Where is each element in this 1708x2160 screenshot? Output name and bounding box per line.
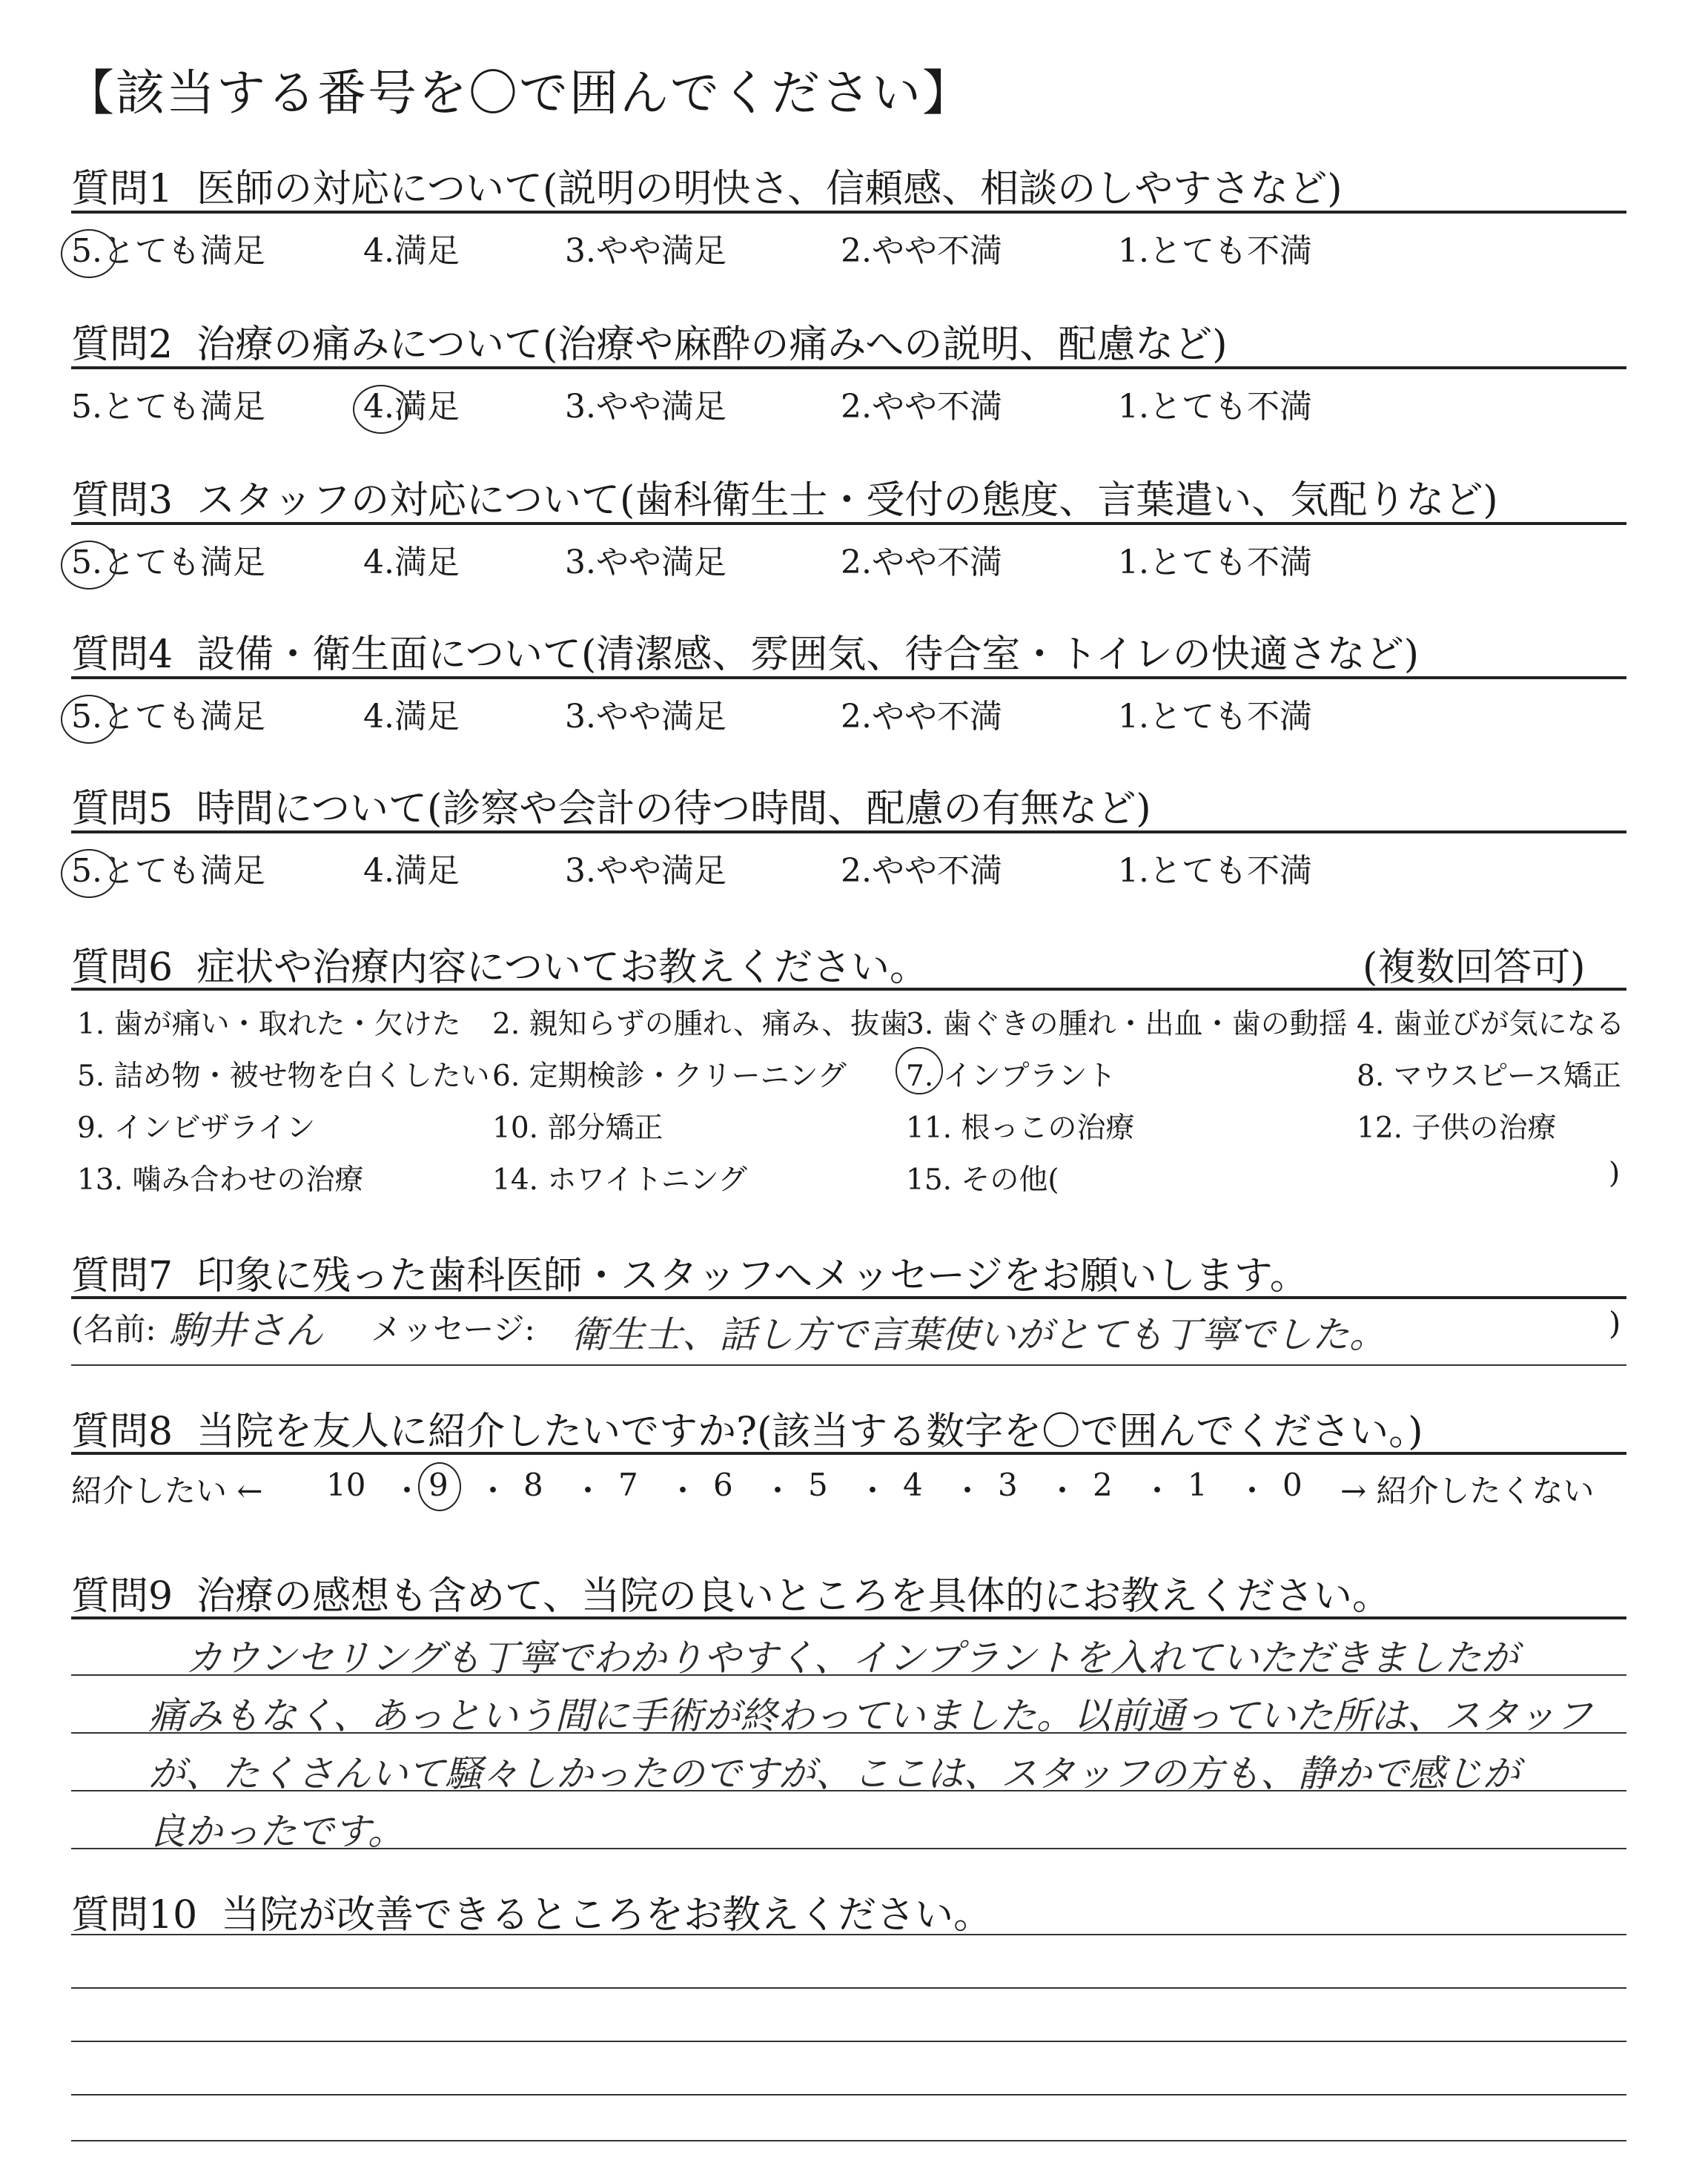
q8-separator-dot: ・ [1237,1473,1268,1509]
q8-value-2: 2 [1093,1467,1113,1503]
option-label: とても満足 [102,698,265,736]
q7-text: 印象に残った歯科医師・スタッフへメッセージをお願いします。 [196,1254,1308,1298]
option-number: 3. [565,388,596,426]
q8-separator-dot: ・ [762,1473,794,1509]
q6-option-9: 9. インビザライン [77,1112,316,1145]
option-label: やや満足 [595,852,726,890]
q8-rule [71,1452,1626,1455]
q9-writing-line-3 [71,1790,1626,1791]
q8-value-3: 3 [998,1467,1018,1503]
option-label: やや満足 [595,698,726,736]
q8-left-label: 紹介したい ← [71,1473,263,1509]
option-label: とても不満 [1148,698,1312,736]
option-number: 1. [1118,388,1149,426]
option-number: 5. [71,232,102,270]
q2-option-4 [363,380,460,427]
q8-separator-dot: ・ [572,1473,604,1509]
q8-separator-dot: ・ [477,1473,509,1509]
q2-title [71,313,1228,369]
q7-bottom-rule [71,1364,1626,1366]
q6-text: 症状や治療内容についてお教えください。 [196,945,929,990]
q7-name-value: 駒井さん [169,1309,324,1353]
q4-option-3 [565,690,726,737]
option-label: とても不満 [1148,852,1312,890]
option-label: やや不満 [871,388,1002,426]
option-label: とても満足 [102,388,265,426]
option-number: 3. [565,544,596,581]
option-label: やや満足 [595,232,726,270]
q8-value-5: 5 [808,1467,828,1503]
q1-option-4 [363,224,460,271]
option-number: 2. [841,698,872,736]
q4-option-1 [1118,690,1312,737]
selection-circle [61,849,117,898]
q9-number: 質問9 [71,1574,173,1619]
q8-title [71,1400,1423,1456]
q9-writing-line-4 [71,1848,1626,1849]
q6-option-10: 10. 部分矯正 [492,1112,663,1145]
q2-number: 質問2 [71,323,173,367]
q6-rule [71,988,1626,991]
q9-text: 治療の感想も含めて、当院の良いところを具体的にお教えください。 [196,1574,1391,1619]
option-label: 満足 [394,232,460,270]
q10-writing-line-5 [71,2140,1626,2141]
q1-text: 医師の対応について(説明の明快さ、信頼感、相談のしやすさなど) [196,167,1343,211]
option-number: 5. [71,852,102,890]
q6-option-3: 3. 歯ぐきの腫れ・出血・歯の動揺 [906,1008,1348,1041]
option-label: とても不満 [1148,232,1312,270]
option-number: 1. [1118,544,1149,581]
option-label: 満足 [394,388,460,426]
q3-option-2 [841,535,1002,583]
q3-option-3 [565,535,726,583]
q5-rule [71,830,1626,833]
q6-option-5: 5. 詰め物・被せ物を白くしたい [77,1060,490,1093]
option-label: やや不満 [871,698,1002,736]
q6-option-7: 7. インプラント [906,1053,1116,1094]
option-number: 2. [841,852,872,890]
selection-circle [61,541,117,589]
q4-text: 設備・衛生面について(清潔感、雰囲気、待合室・トイレの快適さなど) [196,633,1420,677]
option-label: とても満足 [102,544,265,581]
option-number: 1. [1118,698,1149,736]
option-number: 4. [363,698,394,736]
option-number: 2. [841,388,872,426]
q2-option-5 [71,380,265,427]
q7-message-value: 衛生士、話し方で言葉使いがとても丁寧でした。 [571,1313,1386,1356]
option-number: 4. [363,544,394,581]
option-number: 5. [71,544,102,581]
q6-number: 質問6 [71,945,173,990]
option-label: 満足 [394,544,460,581]
selection-circle [896,1047,943,1094]
option-number: 5. [71,698,102,736]
q6-option-12: 12. 子供の治療 [1357,1112,1557,1145]
q1-number: 質問1 [71,167,173,211]
q8-value-9: 9 [428,1467,448,1503]
q9-writing-line-1 [71,1674,1626,1676]
q10-title [71,1883,992,1939]
q7-message-label: メッセージ: [371,1311,535,1347]
q6-option-14: 14. ホワイトニング [492,1163,747,1197]
q4-option-2 [841,690,1002,737]
q2-option-2 [841,380,1002,427]
q5-option-2 [841,844,1002,891]
q8-value-0: 0 [1282,1467,1302,1503]
q8-separator-dot: ・ [857,1473,889,1509]
option-label: とても不満 [1148,544,1312,581]
q10-writing-line-2 [71,1987,1626,1989]
option-number: 3. [565,232,596,270]
q8-value-1: 1 [1188,1467,1208,1503]
option-label: とても不満 [1148,388,1312,426]
option-number: 3. [565,698,596,736]
option-number: 1. [1118,852,1149,890]
q5-option-4 [363,844,460,891]
option-number: 2. [841,544,872,581]
q9-answer-line-1: カウンセリングも丁寧でわかりやすく、インプラントを入れていただきましたが [185,1636,1518,1680]
q8-value-6: 6 [713,1467,733,1503]
option-number: 3. [565,852,596,890]
q1-title [71,157,1343,213]
q3-text: スタッフの対応について(歯科衛生士・受付の態度、言葉遣い、気配りなど) [196,478,1498,523]
q2-rule [71,366,1626,369]
q6-option-11: 11. 根っこの治療 [906,1112,1135,1145]
q10-writing-line-1 [71,1934,1626,1935]
q1-option-2 [841,224,1002,271]
q7-number: 質問7 [71,1254,173,1298]
q3-option-4 [363,535,460,583]
q10-writing-line-3 [71,2041,1626,2042]
q5-number: 質問5 [71,787,173,831]
option-number: 4. [363,388,394,426]
q3-title [71,469,1498,524]
selection-circle [353,385,409,434]
q9-rule [71,1616,1626,1619]
q8-text: 当院を友人に紹介したいですか?(該当する数字を〇で囲んでください。) [196,1410,1423,1454]
q6-title [71,936,928,991]
q2-text: 治療の痛みについて(治療や麻酔の痛みへの説明、配慮など) [196,323,1228,367]
q9-writing-line-2 [71,1732,1626,1734]
option-label: やや不満 [871,544,1002,581]
q7-close: ) [1609,1305,1621,1341]
q6-option-1: 1. 歯が痛い・取れた・欠けた [77,1008,461,1041]
option-label: 満足 [394,852,460,890]
page-header: 【該当する番号を〇で囲んでください】 [65,65,973,122]
q6-option-8: 8. マウスピース矯正 [1357,1060,1621,1093]
q8-right-label: → 紹介したくない [1340,1473,1595,1509]
q8-separator-dot: ・ [667,1473,699,1509]
q6-note: (複数回答可) [1363,945,1586,990]
q4-rule [71,676,1626,679]
q8-value-7: 7 [618,1467,638,1503]
option-number: 5. [71,388,102,426]
q10-text: 当院が改善できるところをお教えください。 [221,1893,993,1938]
q5-option-1 [1118,844,1312,891]
q8-value-8: 8 [523,1467,543,1503]
q9-answer-line-4: 良かったです。 [148,1810,405,1853]
q10-number: 質問10 [71,1893,198,1938]
option-label: 満足 [394,698,460,736]
q8-value-4: 4 [903,1467,923,1503]
q5-text: 時間について(診察や会計の待つ時間、配慮の有無など) [196,787,1151,831]
q6-option-16: ) [1609,1157,1621,1190]
q6-option-4: 4. 歯並びが気になる [1357,1008,1625,1041]
q5-option-3 [565,844,726,891]
q7-name-label: (名前: [71,1311,156,1347]
q8-value-10: 10 [326,1467,366,1503]
q9-answer-line-3: が、たくさんいて騒々しかったのですが、ここは、スタッフの方も、静かで感じが [148,1752,1520,1795]
q3-rule [71,522,1626,525]
q8-number: 質問8 [71,1410,173,1454]
option-number: 4. [363,232,394,270]
option-number: 4. [363,852,394,890]
q1-rule [71,211,1626,214]
q8-separator-dot: ・ [952,1473,984,1509]
q1-option-3 [565,224,726,271]
option-number: 1. [1118,232,1149,270]
q3-option-5 [71,535,265,583]
q3-number: 質問3 [71,478,173,523]
q6-option-15: 15. その他( [906,1163,1059,1197]
q4-title [71,623,1419,678]
selection-circle [61,695,117,744]
q4-option-5 [71,690,265,737]
option-label: やや満足 [595,388,726,426]
q6-option-13: 13. 噛み合わせの治療 [77,1163,364,1197]
q5-option-5 [71,844,265,891]
q2-option-1 [1118,380,1312,427]
selection-circle [61,229,117,278]
option-label: とても満足 [102,232,265,270]
q1-option-1 [1118,224,1312,271]
q10-writing-line-4 [71,2094,1626,2095]
q8-separator-dot: ・ [1047,1473,1079,1509]
q3-option-1 [1118,535,1312,583]
q4-option-4 [363,690,460,737]
q6-option-6: 6. 定期検診・クリーニング [492,1060,847,1093]
selection-circle [418,1462,461,1511]
option-label: やや不満 [871,232,1002,270]
option-label: やや不満 [871,852,1002,890]
q9-title [71,1565,1391,1620]
option-number: 2. [841,232,872,270]
q8-separator-dot: ・ [391,1473,423,1509]
q7-title [71,1244,1308,1300]
q2-option-3 [565,380,726,427]
q5-title [71,777,1151,833]
q8-separator-dot: ・ [1142,1473,1174,1509]
option-label: やや満足 [595,544,726,581]
option-label: とても満足 [102,852,265,890]
q6-option-2: 2. 親知らずの腫れ、痛み、抜歯 [492,1008,909,1041]
q9-answer-line-2: 痛みもなく、あっという間に手術が終わっていました。以前通っていた所は、スタッフ [148,1694,1592,1737]
q1-option-5 [71,224,265,271]
q4-number: 質問4 [71,633,173,677]
